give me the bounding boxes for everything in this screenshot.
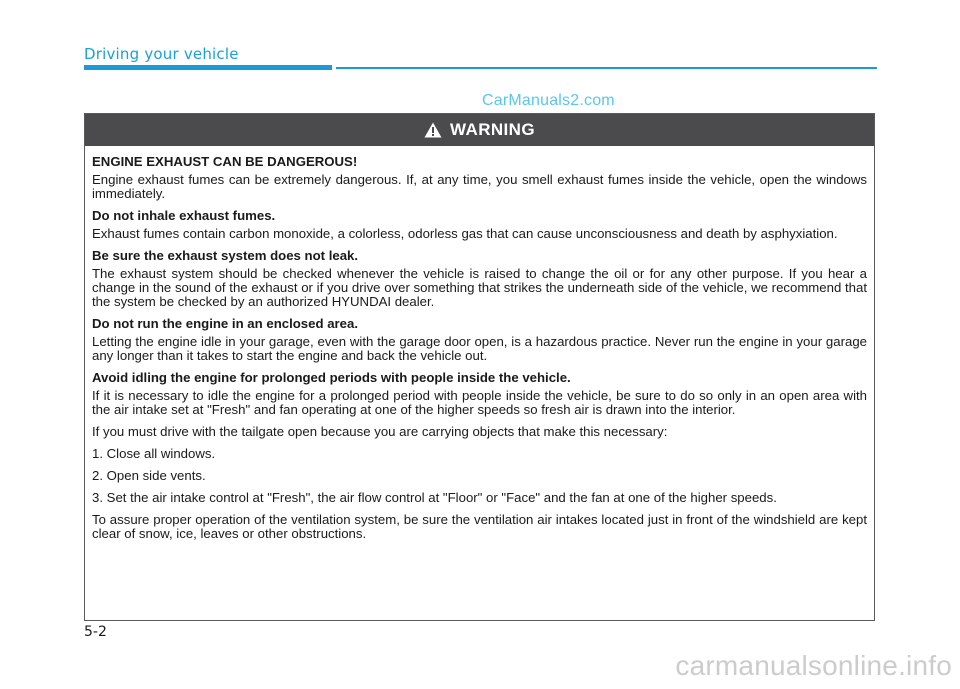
block-heading: ENGINE EXHAUST CAN BE DANGEROUS! [92,154,358,169]
block-text: Letting the engine idle in your garage, even with the garage door open, is a hazardous practice. Never run the engine in your garage any longer than it takes to start the engine and back the vehicle out. [92,334,867,363]
watermark-top: CarManuals2.com [482,92,615,109]
block-heading: Be sure the exhaust system does not leak. [92,248,359,263]
warning-triangle-icon [424,122,442,138]
watermark-bottom: carmanualsonline.info [675,650,952,681]
warning-box [84,113,875,621]
step-item: 2. Open side vents. [92,468,206,483]
section-header-title: Driving your vehicle [84,45,239,63]
header-rule-thin [336,67,877,69]
step-item: 3. Set the air intake control at "Fresh", the air flow control at "Floor" or "Face" and the fan at one of the higher speeds. [92,490,777,505]
closing-text: To assure proper operation of the ventilation system, be sure the ventilation air intakes located just in front of the windshield are kept clear of snow, ice, leaves or other obstructions. [92,512,867,541]
block-text: If it is necessary to idle the engine for a prolonged period with people inside the vehicle, be sure to do so only in an open area with the air intake set at "Fresh" and fan operating at one of the higher speeds so fresh air is drawn into the interior. [92,388,867,417]
block-heading: Do not inhale exhaust fumes. [92,208,276,223]
header-rule-thick [84,65,332,70]
block-text: The exhaust system should be checked whenever the vehicle is raised to change the oil or for any other purpose. If you hear a change in the sound of the exhaust or if you drive over something that strikes the underneath side of the vehicle, we recommend that the system be checked by an authorized HYUNDAI dealer. [92,266,867,309]
block-heading: Do not run the engine in an enclosed area. [92,316,358,331]
warning-title: WARNING [450,120,535,139]
block-text: Exhaust fumes contain carbon monoxide, a colorless, odorless gas that can cause unconsciousness and death by asphyxiation. [92,226,838,241]
warning-header [85,114,874,146]
block-heading: Avoid idling the engine for prolonged periods with people inside the vehicle. [92,370,571,385]
warning-body [85,146,874,541]
page-number: 5-2 [84,624,107,640]
tailgate-intro: If you must drive with the tailgate open because you are carrying objects that make this necessary: [92,424,668,439]
block-text: Engine exhaust fumes can be extremely dangerous. If, at any time, you smell exhaust fumes inside the vehicle, open the windows immediately. [92,172,867,201]
step-item: 1. Close all windows. [92,446,216,461]
